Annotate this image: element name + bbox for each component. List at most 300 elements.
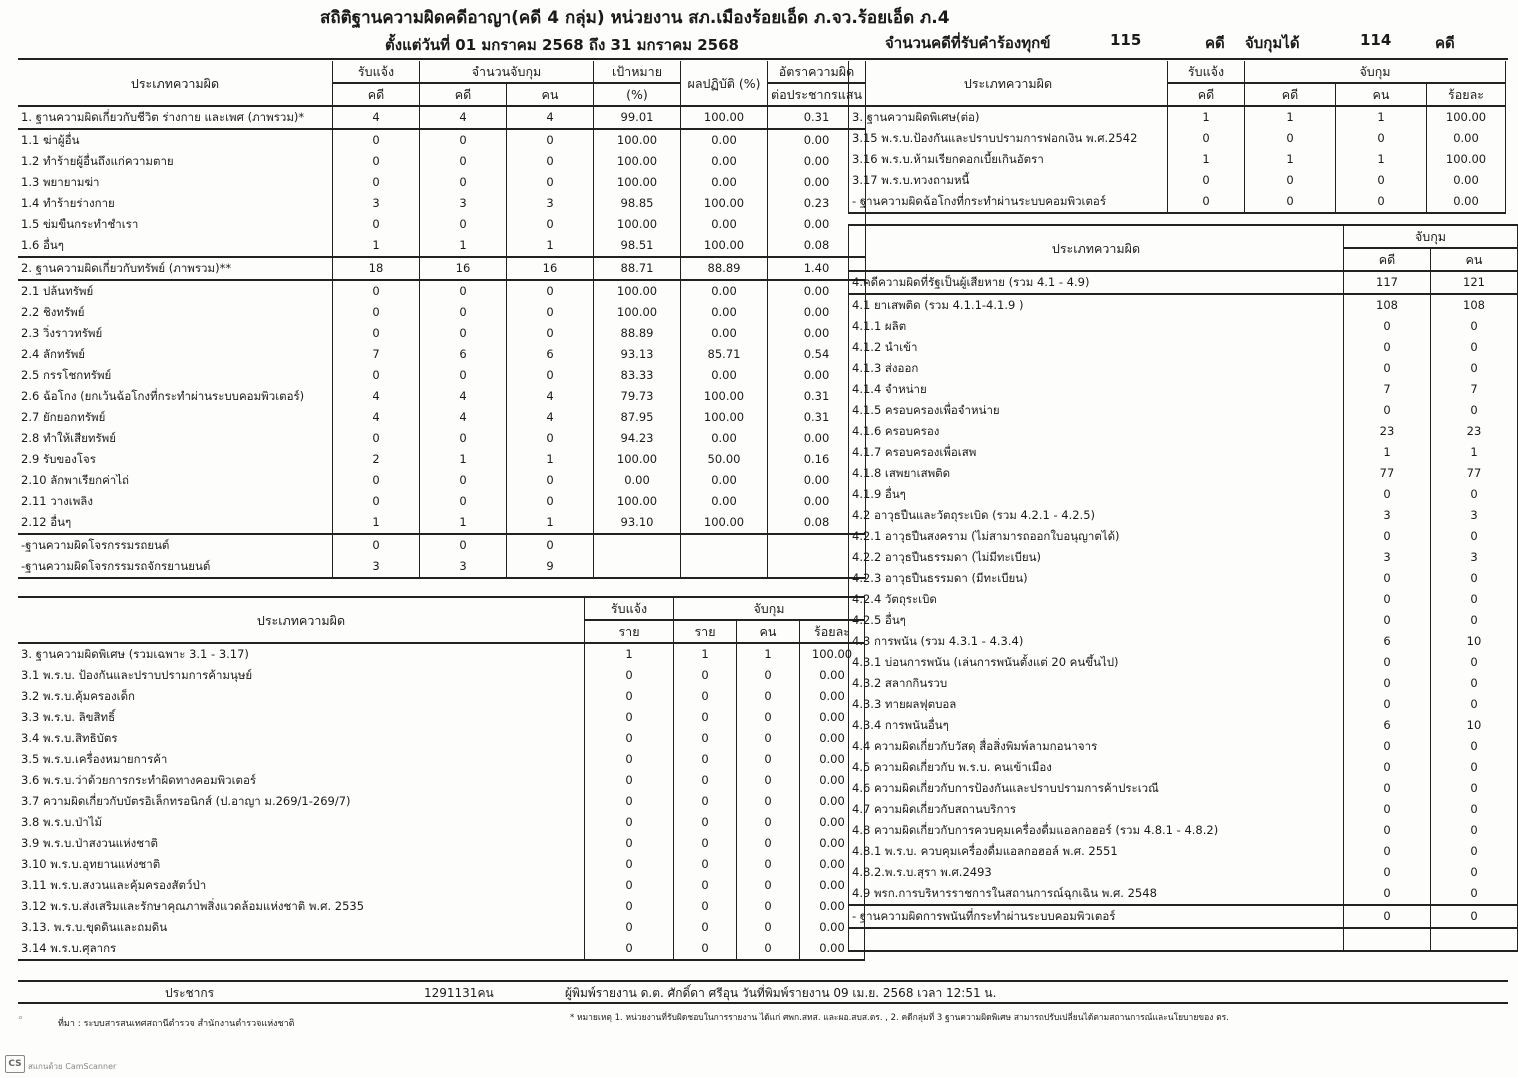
table-row [849,547,1518,568]
header-rate-top: อัตราความผิด [768,61,866,83]
cell-cases: 0 [1344,484,1431,505]
table-row [849,484,1518,505]
header-percent: ร้อยละ [1427,83,1506,106]
row-label: 3.4 พ.ร.บ.สิทธิบัตร [18,728,585,749]
cell-reported: 0 [585,665,674,686]
row-label: 1.1 ฆ่าผู้อื่น [18,129,333,151]
cell-persons: 0 [737,896,800,917]
table-row [18,917,865,938]
header-reported-case: คดี [333,83,420,106]
row-label: 2.9 รับของโจร [18,449,333,470]
cell-result: 0.00 [681,302,768,323]
cell-cases: 0 [420,428,507,449]
cell-cases: 0 [1344,337,1431,358]
row-label: 4.คดีความผิดที่รัฐเป็นผู้เสียหาย (รวม 4.1 - 4.9) [849,271,1344,294]
cell-cases: 0 [420,151,507,172]
cell-target: 94.23 [594,428,681,449]
cell-cases: 0 [1344,652,1431,673]
cell-cases: 0 [1344,820,1431,841]
cell-percent: 0.00 [800,854,865,875]
cell-target: 100.00 [594,302,681,323]
row-label: 2.2 ชิงทรัพย์ [18,302,333,323]
cell-persons: 0 [507,172,594,193]
table-row [849,442,1518,463]
cell-cases: 0 [1344,841,1431,862]
row-label: 2.11 วางเพลิง [18,491,333,512]
row-label: 3. ฐานความผิดพิเศษ (รวมเฉพาะ 3.1 - 3.17) [18,643,585,665]
row-label: 3.13. พ.ร.บ.ขุดดินและถมดิน [18,917,585,938]
row-label: 1.3 พยายามฆ่า [18,172,333,193]
cell-target: 100.00 [594,280,681,302]
cell-reported: 1 [585,643,674,665]
cell-cases: 4 [420,386,507,407]
header-reported: รับแจ้ง [585,597,674,620]
cell-target [594,534,681,556]
header-arrested-person: คน [737,620,800,643]
cell-reported: 0 [333,172,420,193]
group-total-row [18,106,866,129]
row-label: 3.3 พ.ร.บ. ลิขสิทธิ์ [18,707,585,728]
cell-persons: 0 [737,938,800,960]
table-row [18,791,865,812]
row-label: 3.17 พ.ร.บ.ทวงถามหนี้ [849,170,1168,191]
cell-reported: 0 [585,770,674,791]
row-label: 4.1 ยาเสพติด (รวม 4.1.1-4.1.9 ) [849,294,1344,316]
cell-cases: 0 [1344,589,1431,610]
cell-reported: 0 [585,728,674,749]
table-row [18,556,866,578]
footer-divider [18,980,1508,982]
cell-percent: 0.00 [1427,128,1506,149]
cell-reported: 0 [585,854,674,875]
cell-persons: 0 [507,470,594,491]
row-label: 3.1 พ.ร.บ. ป้องกันและปราบปรามการค้ามนุษย์ [18,665,585,686]
crime-table-groups-1-2 [18,61,866,579]
cell-percent: 0.00 [800,686,865,707]
table-row [849,928,1518,951]
cell-reported: 18 [333,257,420,280]
cell-rate: 0.16 [768,449,866,470]
row-label: 2.8 ทำให้เสียทรัพย์ [18,428,333,449]
cell-cases: 1 [1344,442,1431,463]
crime-table-group-4 [848,224,1518,952]
table-row [849,631,1518,652]
cell-percent: 100.00 [800,643,865,665]
cell-cases: 77 [1344,463,1431,484]
cell-reported: 0 [585,686,674,707]
table-row [849,505,1518,526]
cell-cases: 0 [674,917,737,938]
cell-reported: 0 [333,470,420,491]
cell-cases: 0 [1344,358,1431,379]
row-label: 3.6 พ.ร.บ.ว่าด้วยการกระทำผิดทางคอมพิวเตอร์ [18,770,585,791]
printed-by: ผู้พิมพ์รายงาน ด.ต. ศักดิ์ดา ศรีอุน วันที่พิมพ์รายงาน 09 เม.ย. 2568 เวลา 12:51 น. [565,986,997,1000]
cell-rate: 0.00 [768,428,866,449]
table-row [18,707,865,728]
cell-reported: 0 [333,280,420,302]
cell-persons: 7 [1431,379,1518,400]
row-label: 4.7 ความผิดเกี่ยวกับสถานบริการ [849,799,1344,820]
cell-persons: 0 [737,812,800,833]
cell-reported: 0 [333,534,420,556]
cell-persons: 0 [737,854,800,875]
crime-table-group-3 [18,596,865,961]
row-label: 1.5 ข่มขืนกระทำชำเรา [18,214,333,235]
row-label: 1.6 อื่นๆ [18,235,333,257]
table-row [849,128,1506,149]
cell-result: 0.00 [681,129,768,151]
cell-reported: 0 [585,917,674,938]
cell-percent: 0.00 [800,770,865,791]
row-label: 4.1.2 นำเข้า [849,337,1344,358]
group-total-row [18,257,866,280]
cell-cases: 0 [420,214,507,235]
header-arrested: จำนวนจับกุม [420,61,594,83]
header-reported: รับแจ้ง [333,61,420,83]
cell-percent: 0.00 [800,896,865,917]
table-row [849,358,1518,379]
row-label: 4.8.1 พ.ร.บ. ควบคุมเครื่องดื่มแอลกอฮอล์ พ.ศ. 2551 [849,841,1344,862]
row-label: - ฐานความผิดการพนันที่กระทำผ่านระบบคอมพิวเตอร์ [849,905,1344,928]
cell-target: 100.00 [594,491,681,512]
cell-percent: 0.00 [800,812,865,833]
cell-rate: 0.00 [768,302,866,323]
cell-persons: 0 [1431,610,1518,631]
cell-cases: 0 [420,491,507,512]
row-label: 3.8 พ.ร.บ.ป่าไม้ [18,812,585,833]
cell-reported: 4 [333,386,420,407]
cell-cases: 0 [420,172,507,193]
cell-persons: 0 [737,749,800,770]
header-arrested-person: คน [1431,248,1518,271]
cell-persons: 0 [1336,191,1427,213]
cell-cases: 0 [1344,736,1431,757]
cell-cases: 0 [1245,128,1336,149]
cell-cases: 0 [674,686,737,707]
cell-percent: 0.00 [1427,191,1506,213]
table-row [18,344,866,365]
cell-cases: 0 [420,534,507,556]
cell-persons: 0 [737,728,800,749]
complaints-label: จำนวนคดีที่รับคำร้องทุกข์ [885,34,1051,52]
cell-persons: 77 [1431,463,1518,484]
row-label: 4.1.9 อื่นๆ [849,484,1344,505]
cell-result: 0.00 [681,172,768,193]
population-label: ประชากร [165,986,215,1000]
cell-cases: 6 [420,344,507,365]
row-label: 4.2.3 อาวุธปืนธรรมดา (มีทะเบียน) [849,568,1344,589]
cell-persons: 0 [1431,652,1518,673]
cell-cases: 0 [674,896,737,917]
cell-persons: 0 [507,302,594,323]
cell-rate: 0.00 [768,151,866,172]
table-row [849,799,1518,820]
table-row [849,463,1518,484]
row-label: 4.9 พรก.การบริหารราชการในสถานการณ์ฉุกเฉิน พ.ศ. 2548 [849,883,1344,905]
cell-rate: 0.00 [768,470,866,491]
table-row [849,736,1518,757]
cell-cases: 0 [420,280,507,302]
table-row [18,302,866,323]
cell-persons: 0 [507,534,594,556]
header-reported: รับแจ้ง [1168,61,1245,83]
table-row [18,854,865,875]
cell-cases: 0 [420,129,507,151]
cell-persons: 0 [737,770,800,791]
cell-cases: 0 [674,665,737,686]
row-label: 4.1.6 ครอบครอง [849,421,1344,442]
table-row [18,151,866,172]
table-row [849,862,1518,883]
cell-cases: 4 [420,407,507,428]
table-row [18,470,866,491]
cell-reported: 3 [333,556,420,578]
cell-percent: 100.00 [1427,149,1506,170]
cell-cases: 0 [1344,526,1431,547]
row-label: 4.1.3 ส่งออก [849,358,1344,379]
cell-target: 0.00 [594,470,681,491]
header-arrested: จับกุม [1344,225,1518,248]
table-row [18,686,865,707]
cell-persons: 0 [1431,736,1518,757]
cell-persons: 3 [1431,505,1518,526]
cell-persons: 0 [1431,694,1518,715]
cell-persons: 0 [737,917,800,938]
table-row [849,673,1518,694]
row-label: 1.4 ทำร้ายร่างกาย [18,193,333,214]
cell-result: 0.00 [681,151,768,172]
cell-percent: 0.00 [800,875,865,896]
cell-persons: 1 [1336,106,1427,128]
cell-cases: 0 [1344,316,1431,337]
cell-persons: 0 [507,323,594,344]
table-row [18,770,865,791]
cell-reported: 0 [333,365,420,386]
cell-cases [1344,928,1431,951]
cell-persons: 0 [737,665,800,686]
cell-persons: 0 [1431,400,1518,421]
cell-result: 100.00 [681,193,768,214]
cell-reported: 0 [585,812,674,833]
cell-cases: 0 [1344,905,1431,928]
cell-target: 100.00 [594,214,681,235]
table-row [849,421,1518,442]
cell-rate: 0.00 [768,214,866,235]
cell-persons: 1 [737,643,800,665]
header-reported-case: คดี [1168,83,1245,106]
table-row [849,778,1518,799]
row-label: 4.8 ความผิดเกี่ยวกับการควบคุมเครื่องดื่มแอลกอฮอร์ (รวม 4.8.1 - 4.8.2) [849,820,1344,841]
cell-cases: 1 [1245,149,1336,170]
cell-persons: 0 [1431,673,1518,694]
scanner-watermark: สแกนด้วย CamScanner [28,1062,117,1071]
cell-rate: 0.31 [768,386,866,407]
table-row [18,749,865,770]
cell-target: 98.51 [594,235,681,257]
header-rate-bottom: ต่อประชากรแสน [768,83,866,106]
cell-target [594,556,681,578]
cell-percent: 0.00 [800,791,865,812]
camscanner-logo-icon: CS [5,1055,25,1073]
cell-rate: 0.00 [768,129,866,151]
cell-persons: 0 [1431,316,1518,337]
cell-persons: 0 [507,280,594,302]
cell-reported: 0 [1168,170,1245,191]
row-label: 4.3.4 การพนันอื่นๆ [849,715,1344,736]
cell-cases: 3 [420,556,507,578]
cell-persons: 0 [1431,526,1518,547]
cell-cases: 4 [420,106,507,129]
row-label: 4.1.8 เสพยาเสพติด [849,463,1344,484]
table-row [849,757,1518,778]
cell-persons: 0 [1431,778,1518,799]
cell-rate: 0.00 [768,172,866,193]
cell-persons: 16 [507,257,594,280]
table-row [18,449,866,470]
table-row [849,106,1506,128]
cell-result: 0.00 [681,280,768,302]
cell-persons: 0 [507,365,594,386]
cell-result: 0.00 [681,428,768,449]
table-row [18,665,865,686]
table-row [18,428,866,449]
cell-reported: 0 [333,129,420,151]
table-row [18,129,866,151]
cell-cases: 0 [674,791,737,812]
cell-result: 100.00 [681,106,768,129]
cell-reported: 0 [333,151,420,172]
cell-rate: 0.31 [768,407,866,428]
cell-rate: 0.08 [768,512,866,534]
table-row [18,728,865,749]
cell-reported: 0 [585,875,674,896]
cell-persons: 4 [507,407,594,428]
header-type: ประเภทความผิด [18,61,333,106]
table-row [849,694,1518,715]
cell-persons: 0 [1431,568,1518,589]
row-label: 4.2.1 อาวุธปืนสงคราม (ไม่สามารถออกใบอนุญาตได้) [849,526,1344,547]
cell-cases: 108 [1344,294,1431,316]
cell-reported: 0 [585,749,674,770]
cell-persons: 1 [1336,149,1427,170]
row-label: 4.2.5 อื่นๆ [849,610,1344,631]
cell-rate: 0.00 [768,491,866,512]
row-label: 4.2.4 วัตถุระเบิด [849,589,1344,610]
cell-percent: 0.00 [800,749,865,770]
row-label: 4.1.7 ครอบครองเพื่อเสพ [849,442,1344,463]
header-arrested-case: คดี [1344,248,1431,271]
table-row [18,193,866,214]
cell-rate: 0.31 [768,106,866,129]
cell-persons: 0 [1431,883,1518,905]
table-row [849,905,1518,928]
cell-result: 0.00 [681,323,768,344]
cell-target: 83.33 [594,365,681,386]
cell-cases: 0 [1344,778,1431,799]
cell-persons: 0 [1431,820,1518,841]
cell-target: 87.95 [594,407,681,428]
cell-reported: 0 [333,428,420,449]
cell-cases: 6 [1344,631,1431,652]
table-row [18,172,866,193]
cell-cases: 0 [1245,191,1336,213]
cell-reported: 0 [585,791,674,812]
row-label: 2.4 ลักทรัพย์ [18,344,333,365]
cell-target: 100.00 [594,129,681,151]
header-target: เป้าหมาย [594,61,681,83]
row-label: 4.1.5 ครอบครองเพื่อจำหน่าย [849,400,1344,421]
cell-reported: 0 [333,323,420,344]
cell-cases: 0 [420,323,507,344]
row-label: 4.1.1 ผลิต [849,316,1344,337]
row-label: 3.16 พ.ร.บ.ห้ามเรียกดอกเบี้ยเกินอัตรา [849,149,1168,170]
row-label: 4.3.3 ทายผลฟุตบอล [849,694,1344,715]
footnote: * หมายเหตุ 1. หน่วยงานที่รับผิดชอบในการรายงาน ได้แก่ ศพก.สทส. และผอ.สบส.ตร. , 2. คดีกลุ่มที่ 3 ฐานความผิดพิเศษ สามารถปรับเปลี่ยนได้ตามสถานการณ์และนโยบายของ ตร. [570,1013,1229,1023]
cell-persons: 1 [507,512,594,534]
cell-cases: 0 [420,470,507,491]
cell-target: 93.10 [594,512,681,534]
table-row [849,526,1518,547]
row-label: 4.2 อาวุธปืนและวัตถุระเบิด (รวม 4.2.1 - 4.2.5) [849,505,1344,526]
cell-cases: 0 [1344,862,1431,883]
header-arrested-case: คดี [1245,83,1336,106]
cell-reported: 0 [585,938,674,960]
table-row [849,715,1518,736]
cell-target: 98.85 [594,193,681,214]
row-label: 1. ฐานความผิดเกี่ยวกับชีวิต ร่างกาย และเพศ (ภาพรวม)* [18,106,333,129]
cell-persons: 121 [1431,271,1518,294]
table-row [18,407,866,428]
cell-rate: 0.23 [768,193,866,214]
cell-percent: 0.00 [800,938,865,960]
cell-rate: 1.40 [768,257,866,280]
cell-persons: 0 [1431,484,1518,505]
table-row [849,568,1518,589]
row-label: -ฐานความผิดโจรกรรมรถยนต์ [18,534,333,556]
cell-persons: 3 [1431,547,1518,568]
cell-persons: 4 [507,386,594,407]
cell-persons: 108 [1431,294,1518,316]
cell-persons: 0 [1336,170,1427,191]
cell-persons: 9 [507,556,594,578]
cell-persons: 0 [737,707,800,728]
table-row [849,841,1518,862]
table-row [849,610,1518,631]
cell-result [681,534,768,556]
arrested-unit: คดี [1435,34,1455,52]
cell-result: 100.00 [681,386,768,407]
cell-reported: 0 [585,707,674,728]
cell-cases: 0 [674,749,737,770]
cell-cases: 0 [674,812,737,833]
table-row [18,896,865,917]
cell-persons: 1 [1431,442,1518,463]
cell-cases: 0 [674,707,737,728]
cell-result: 0.00 [681,214,768,235]
table-row [18,512,866,534]
cell-result: 50.00 [681,449,768,470]
table-row [849,652,1518,673]
row-label: 3.5 พ.ร.บ.เครื่องหมายการค้า [18,749,585,770]
cell-percent: 0.00 [800,665,865,686]
row-label: 2.3 วิ่งราวทรัพย์ [18,323,333,344]
cell-cases: 0 [1344,610,1431,631]
table-row [849,883,1518,905]
cell-cases: 1 [420,235,507,257]
cell-cases: 0 [1344,400,1431,421]
cell-target: 93.13 [594,344,681,365]
cell-reported: 0 [333,214,420,235]
